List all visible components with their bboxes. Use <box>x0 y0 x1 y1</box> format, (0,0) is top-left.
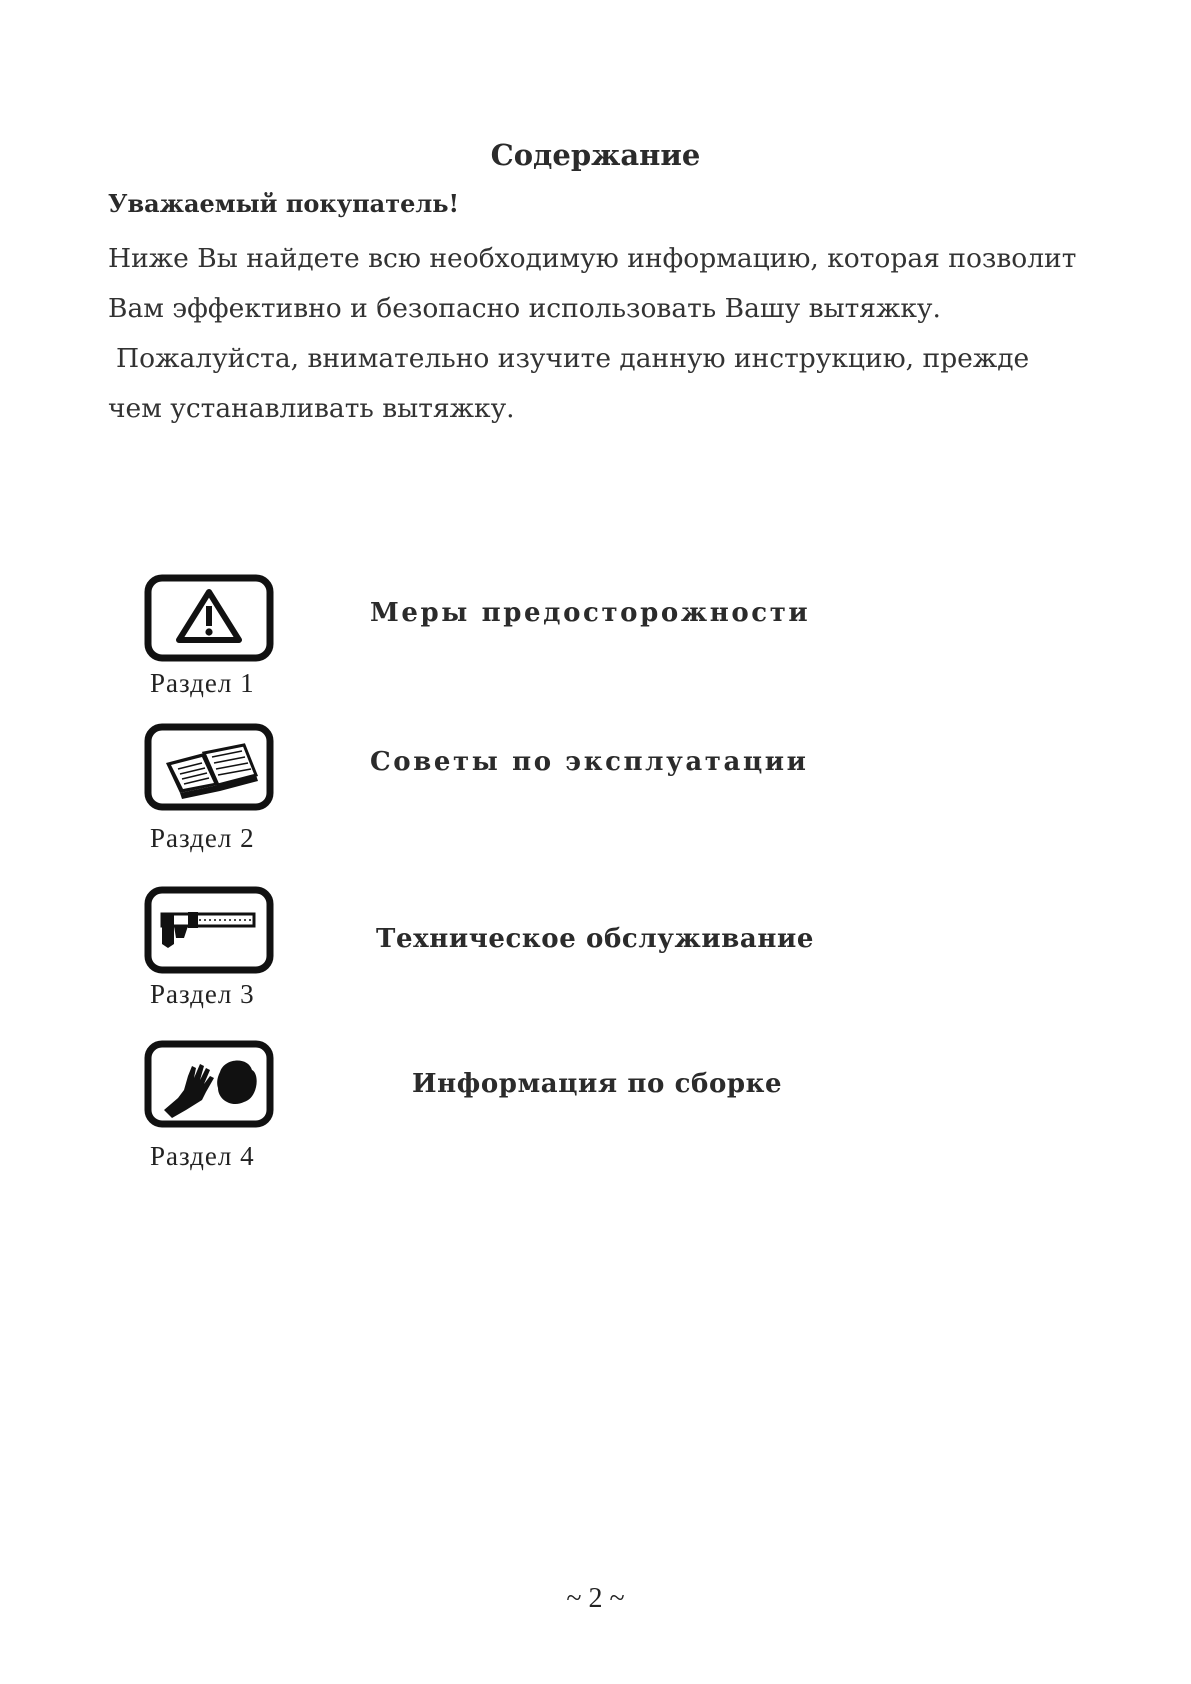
open-book-icon <box>144 723 274 811</box>
intro-line: Ниже Вы найдете всю необходимую информацию, которая позволит <box>108 243 1077 274</box>
glove-icon <box>144 1040 274 1128</box>
section-label: Раздел 1 <box>150 668 255 698</box>
intro-line: Вам эффективно и безопасно использовать Вашу вытяжку. <box>108 293 941 324</box>
section-title[interactable]: Советы по эксплуатации <box>370 747 809 777</box>
section-title[interactable]: Техническое обслуживание <box>376 924 815 954</box>
section-label: Раздел 3 <box>150 979 255 1009</box>
section-4[interactable] <box>0 1040 1191 1200</box>
page-title: Содержание <box>490 138 701 172</box>
section-label: Раздел 2 <box>150 823 255 853</box>
section-label: Раздел 4 <box>150 1141 255 1171</box>
section-2[interactable] <box>0 723 1191 883</box>
section-title[interactable]: Информация по сборке <box>412 1069 783 1099</box>
section-title[interactable]: Меры предосторожности <box>370 598 811 628</box>
intro-line: чем устанавливать вытяжку. <box>108 393 515 424</box>
caliper-icon <box>144 886 274 974</box>
page-number: ~ 2 ~ <box>566 1583 625 1614</box>
section-1[interactable] <box>0 574 1191 734</box>
warning-triangle-icon <box>144 574 274 662</box>
greeting: Уважаемый покупатель! <box>108 189 460 218</box>
intro-paragraph <box>108 234 1128 434</box>
section-3[interactable] <box>0 886 1191 1046</box>
intro-line: Пожалуйста, внимательно изучите данную инструкцию, прежде <box>116 343 1030 374</box>
